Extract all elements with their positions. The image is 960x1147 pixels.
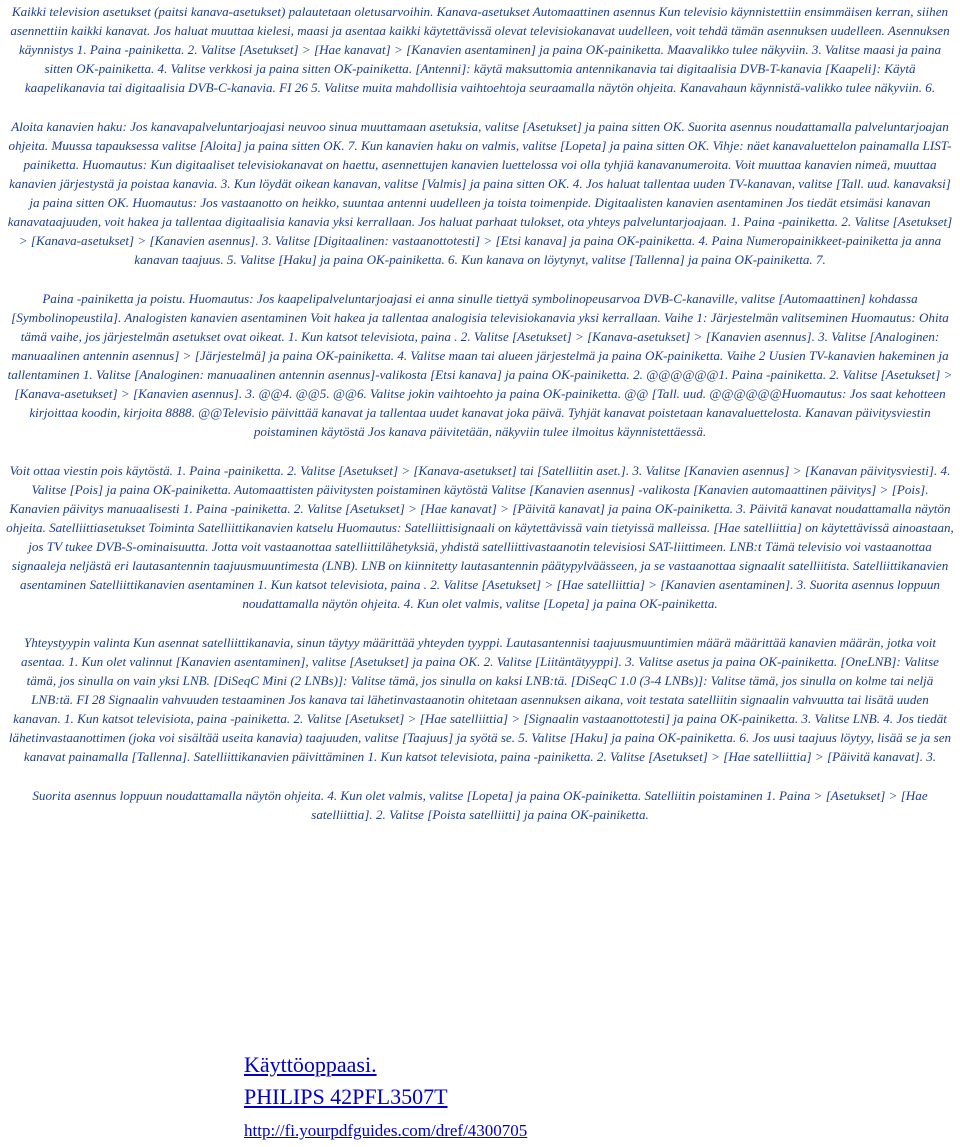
footer-links xyxy=(244,1050,527,1142)
paragraph-factory-reset-and-auto-install: Kaikki television asetukset (paitsi kanava-asetukset) palautetaan oletusarvoihin. Kanava-asetukset Automaattinen asennus Kun televisio käynnistettiin ensimmäisen kerran, siihen asennettiin kaikki kanavat. Jos haluat muuttaa kielesi, maasi ja asentaa kaikki käytettävissä olevat televisiokanavat uudelleen, voit tehdä tämän asennuksen uudelleen. Asennuksen käynnistys 1. Paina -painiketta. 2. Valitse [Asetukset] > [Hae kanavat] > [Kanavien asentaminen] ja paina OK-painiketta. Maavalikko tulee näkyviin. 3. Valitse maasi ja paina sitten OK-painiketta. 4. Valitse verkkosi ja paina sitten OK-painiketta. [Antenni]: käytä maksuttomia antennikanavia tai digitaalisia DVB-T-kanavia [Kaapeli]: Käytä kaapelikanavia tai digitaalisia DVB-C-kanavia. FI 26 5. Valitse muita mahdollisia vaihtoehtoja seuraamalla näytön ohjeita. Kanavahaun käynnistä-valikko tulee näkyviin. 6. xyxy=(10,4,950,95)
footer-link-product-model[interactable]: PHILIPS 42PFL3507T xyxy=(244,1084,448,1109)
paragraph-gap xyxy=(6,441,954,461)
paragraph-gap xyxy=(6,766,954,786)
footer-link-user-guide[interactable]: Käyttöoppaasi. xyxy=(244,1052,377,1077)
footer-link-url[interactable]: http://fi.yourpdfguides.com/dref/4300705 xyxy=(244,1121,528,1140)
paragraph-gap xyxy=(6,97,954,117)
paragraph-satellite-removal: Suorita asennus loppuun noudattamalla näytön ohjeita. 4. Kun olet valmis, valitse [Lopeta] ja paina OK-painiketta. Satelliitin poistaminen 1. Paina > [Asetukset] > [Hae satelliittia]. 2. Valitse [Poista satelliitti] ja paina OK-painiketta. xyxy=(32,788,928,822)
paragraph-gap xyxy=(6,269,954,289)
manual-text-body xyxy=(6,2,954,824)
paragraph-gap xyxy=(6,613,954,633)
paragraph-analog-install: Paina -painiketta ja poistu. Huomautus: Jos kaapelipalveluntarjoajasi ei anna sinulle tiettyä symbolinopeusarvoa DVB-C-kanaville, valitse [Automaattinen] kohdassa [Symbolinopeustila]. Analogisten kanavien asentaminen Voit hakea ja tallentaa analogisia televisiokanavia yksi kerrallaan. Vaihe 1: Järjestelmän valitseminen Huomautus: Ohita tämä vaihe, jos järjestelmän asetukset ovat oikeat. 1. Kun katsot televisiota, paina . 2. Valitse [Asetukset] > [Kanava-asetukset] > [Kanavien asennus]. 3. Valitse [Analoginen: manuaalinen antennin asennus] > [Järjestelmä] ja paina OK-painiketta. 4. Valitse maan tai alueen järjestelmä ja paina OK-painiketta. Vaihe 2 Uusien TV-kanavien hakeminen ja tallentaminen 1. Valitse [Analoginen: manuaalinen antennin asennus]-valikosta [Etsi kanava] ja paina OK-painiketta. 2. @@@@@@1. Paina -painiketta. 2. Valitse [Asetukset] > [Kanava-asetukset] > [Kanavien asennus]. 3. @@4. @@5. @@6. Valitse jokin vaihtoehto ja paina OK-painiketta. @@ [Tall. uud. @@@@@@Huomautus: Jos saat kehotteen kirjoittaa koodin, kirjoita 8888. @@Televisio päivittää kanavat ja tallentaa uudet kanavat joka päivä. Tyhjät kanavat poistetaan kanavaluettelosta. Kanavan päivitysviestin poistaminen käytöstä Jos kanava päivitetään, näkyviin tulee ilmoitus käynnistettäessä. xyxy=(7,291,953,439)
paragraph-channel-update-satellite: Voit ottaa viestin pois käytöstä. 1. Paina -painiketta. 2. Valitse [Asetukset] > [Kanava-asetukset] tai [Satelliitin aset.]. 3. Valitse [Kanavien asennus] > [Kanavan päivitysviesti]. 4. Valitse [Pois] ja paina OK-painiketta. Automaattisten päivitysten poistaminen käytöstä Valitse [Kanavien asennus] -valikosta [Kanavien automaattinen päivitys] > [Pois]. Kanavien päivitys manuaalisesti 1. Paina -painiketta. 2. Valitse [Asetukset] > [Hae kanavat] > [Päivitä kanavat] ja paina OK-painiketta. 3. Päivitä kanavat noudattamalla näytön ohjeita. Satelliittiasetukset Toiminta Satelliittikanavien katselu Huomautus: Satelliittisignaali on käytettävissä vain tietyissä malleissa. [Hae satelliittia] on käytettävissä ainoastaan, jos TV tukee DVB-S-ominaisuutta. Jotta voit vastaanottaa satelliittilähetyksiä, yhdistä satelliittivastaanotin televisiosi SAT-liittimeen. LNB:t Tämä televisio voi vastaanottaa signaaleja neljästä eri lautasantennin taajuusmuuntimesta (LNB). LNB on kiinnitetty lautasantennin päätypylväässeen, ja se vastaanottaa signaalit satelliitista. Satelliittikanavien asentaminen Satelliittikanavien asentaminen 1. Kun katsot televisiota, paina . 2. Valitse [Asetukset] > [Hae satelliittia] > [Kanavien asentaminen]. 3. Suorita asennus loppuun noudattamalla näytön ohjeita. 4. Kun olet valmis, valitse [Lopeta] ja paina OK-painiketta. xyxy=(6,463,954,611)
paragraph-connection-type: Yhteystyypin valinta Kun asennat satelliittikanavia, sinun täytyy määrittää yhteyden tyyppi. Lautasantennisi taajuusmuuntimien määrä määrittää kanavien määrän, jotka voit asentaa. 1. Kun olet valinnut [Kanavien asentaminen], valitse [Asetukset] ja paina OK. 2. Valitse [Liitäntätyyppi]. 3. Valitse asetus ja paina OK-painiketta. [OneLNB]: Valitse tämä, jos sinulla on vain yksi LNB. [DiSeqC Mini (2 LNBs)]: Valitse tämä, jos sinulla on kaksi LNB:tä. [DiSeqC 1.0 (3-4 LNBs)]: Valitse tämä, jos sinulla on kolme tai neljä LNB:tä. FI 28 Signaalin vahvuuden testaaminen Jos kanava tai lähetinvastaanotin ohitetaan asennuksen aikana, voit testata satelliitin signaalin vahvuutta tai lisätä uuden kanavan. 1. Kun katsot televisiota, paina -painiketta. 2. Valitse [Asetukset] > [Hae satelliittia] > [Signaalin vastaanottotesti] ja paina OK-painiketta. 3. Valitse LNB. 4. Jos tiedät lähetinvastaanottimen (joka voi sisältää useita kanavia) taajuuden, valitse [Taajuus] ja syötä se. 5. Valitse [Haku] ja paina OK-painiketta. 6. Jos uusi taajuus löytyy, lisää se ja sen kanavat painamalla [Tallenna]. Satelliittikanavien päivittäminen 1. Kun katsot televisiota, paina -painiketta. 2. Valitse [Asetukset] > [Hae satelliittia] > [Päivitä kanavat]. 3. xyxy=(8,635,952,764)
paragraph-channel-search: Aloita kanavien haku: Jos kanavapalveluntarjoajasi neuvoo sinua muuttamaan asetuksia, valitse [Asetukset] ja paina sitten OK. Suorita asennus noudattamalla palveluntarjoajan ohjeita. Muussa tapauksessa valitse [Aloita] ja paina sitten OK. 7. Kun kanavien haku on valmis, valitse [Lopeta] ja paina sitten OK. Vihje: näet kanavaluettelon painamalla LIST-painiketta. Huomautus: Kun digitaaliset televisiokanavat on haettu, asennettujen kanavien luettelossa voi olla tyhjiä kanavanumeroita. Voit muuttaa kanavien nimeä, muuttaa kanavien järjestystä ja poistaa kanavia. 3. Kun löydät oikean kanavan, valitse [Valmis] ja paina sitten OK. 4. Jos haluat tallentaa uuden TV-kanavan, valitse [Tall. uud. kanavaksi] ja paina sitten OK. Huomautus: Jos vastaanotto on heikko, suuntaa antenni uudelleen ja toista toimenpide. Digitaalisten kanavien asentaminen Jos tiedät etsimäsi kanavan kanavataajuuden, voit hakea ja tallentaa digitaalisia kanavia yksi kerrallaan. Jos haluat parhaat tulokset, ota yhteys palveluntarjoajaan. 1. Paina -painiketta. 2. Valitse [Asetukset] > [Kanava-asetukset] > [Kanavien asennus]. 3. Valitse [Digitaalinen: vastaanottotesti] > [Etsi kanava] ja paina OK-painiketta. 4. Paina Numeropainikkeet-painiketta ja anna kanavan taajuus. 5. Valitse [Haku] ja paina OK-painiketta. 6. Kun kanava on löytynyt, valitse [Tallenna] ja paina OK-painiketta. 7. xyxy=(7,119,953,267)
